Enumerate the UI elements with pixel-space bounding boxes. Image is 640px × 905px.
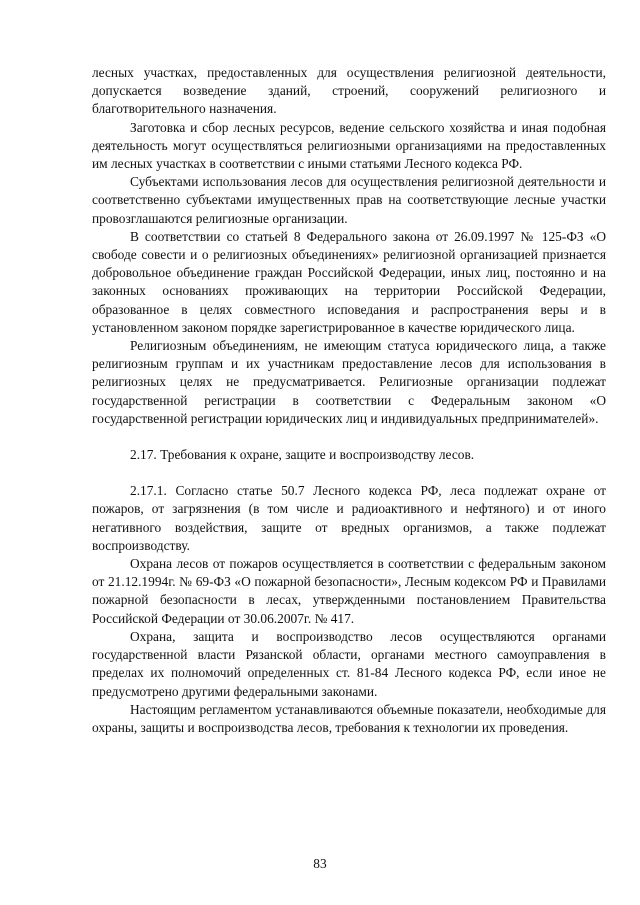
paragraph-authorities: Охрана, защита и воспроизводство лесов осуществляются органами государственной власти Рязанской области, органами местного самоуправления в пределах их полномочий определенных ст. 81-84 Лесного кодекса РФ, если иное не предусмотрено другими федеральными законами. (92, 628, 606, 699)
section-heading-2-17: 2.17. Требования к охране, защите и воспроизводству лесов. (130, 447, 475, 463)
paragraph-forest-resources: Заготовка и сбор лесных ресурсов, ведение сельского хозяйства и иная подобная деятельность могут осуществляться религиозными организациями на предоставленных им лесных участках в соответствии с иными статьями Лесного кодекса РФ. (92, 119, 606, 172)
paragraph-regulation-scope: Настоящим регламентом устанавливаются объемные показатели, необходимые для охраны, защиты и воспроизводства лесов, требования к технологии их проведения. (92, 701, 606, 735)
page-number: 83 (313, 856, 327, 871)
paragraph-subjects-of-use: Субъектами использования лесов для осуществления религиозной деятельности и соответственно субъектами имущественных прав на соответствующие лесные участки провозглашаются религиозные организации. (92, 174, 606, 226)
paragraph-2-17-1: 2.17.1. Согласно статье 50.7 Лесного кодекса РФ, леса подлежат охране от пожаров, от загрязнения (в том числе и радиоактивного и нефтяного) и от иного негативного воздействия, защите от вредных организмов, а также подлежат воспроизводству. (92, 483, 606, 553)
paragraph-federal-law-125: В соответствии со статьей 8 Федерального закона от 26.09.1997 № 125-ФЗ «О свободе совести и о религиозных объединениях» религиозной организацией признается добровольное объединение граждан Российской Федерации, иных лиц, постоянно и на законных основаниях проживающих на территории Российской Федерации, образованное в целях совместного исповедания и распространения веры и в установленном законом порядке зарегистрированное в качестве юридического лица. (92, 228, 606, 335)
paragraph-religious-associations: Религиозным объединениям, не имеющим статуса юридического лица, а также религиозным группам и их участникам предоставление лесов для использования в религиозных целях не предусматривается. Религиозные организации подлежат государственной регистрации в соответствии с Федеральным законом «О государственной регистрации юридических лиц и индивидуальных предпринимателей». (92, 338, 606, 426)
document-page (92, 64, 606, 737)
paragraph-religious-land-buildings: лесных участках, предоставленных для осуществления религиозной деятельности, допускается возведение зданий, строений, сооружений религиозного и благотворительного назначения. (92, 65, 606, 117)
paragraph-fire-protection: Охрана лесов от пожаров осуществляется в соответствии с федеральным законом от 21.12.1994г. № 69-ФЗ «О пожарной безопасности», Лесным кодексом РФ и Правилами пожарной безопасности в лесах, утвержденными постановлением Правительства Российской Федерации от 30.06.2007г. № 417. (92, 556, 606, 626)
